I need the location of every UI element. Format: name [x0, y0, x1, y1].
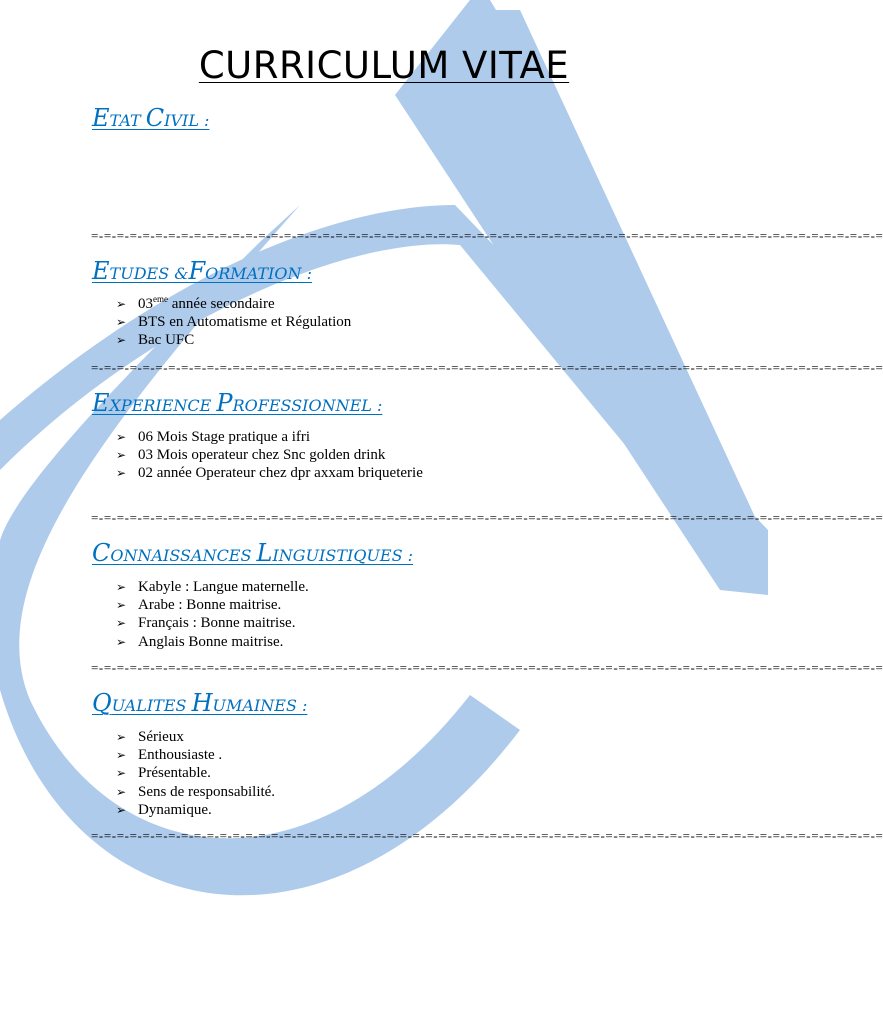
- arrow-bullet-icon: ➢: [116, 315, 127, 330]
- item-text: 02 année Operateur chez dpr axxam briqueterie: [138, 465, 423, 482]
- item-text: Enthousiaste .: [138, 747, 223, 764]
- heading-text: ROFESSIONNEL :: [232, 396, 383, 415]
- item-text: Sens de responsabilité.: [138, 783, 276, 800]
- arrow-bullet-icon: ➢: [116, 766, 127, 781]
- list-item: [116, 464, 423, 482]
- arrow-bullet-icon: ➢: [116, 430, 127, 444]
- list-item: [116, 728, 275, 746]
- arrow-bullet-icon: ➢: [116, 784, 127, 799]
- heading-langues: [92, 539, 413, 567]
- heading-text: UMAINES :: [212, 696, 308, 715]
- page-title: CURRICULUM VITAE: [198, 44, 570, 87]
- item-text: BTS en Automatisme et Régulation: [138, 314, 352, 331]
- list-item: [116, 446, 423, 464]
- heading-text: TUDES &: [109, 264, 189, 283]
- item-superscript: eme: [153, 294, 168, 304]
- list-item: [116, 614, 309, 632]
- item-text: Anglais Bonne maitrise.: [138, 633, 284, 650]
- item-text: Dynamique.: [138, 801, 212, 818]
- heading-etudes-formation: [92, 257, 312, 285]
- list-item: [116, 764, 275, 782]
- arrow-bullet-icon: ➢: [116, 466, 127, 481]
- list-item: [116, 783, 275, 801]
- arrow-bullet-icon: ➢: [116, 448, 127, 463]
- arrow-bullet-icon: ➢: [116, 598, 127, 613]
- heading-text: ORMATION :: [205, 264, 312, 283]
- item-text: Arabe : Bonne maitrise.: [138, 597, 282, 614]
- item-text: Kabyle : Langue maternelle.: [138, 579, 309, 595]
- item-text: 06 Mois Stage pratique a ifri: [138, 429, 311, 445]
- arrow-bullet-icon: ➢: [116, 616, 127, 631]
- item-text: année secondaire: [168, 296, 275, 312]
- list-item: [116, 801, 275, 819]
- heading-etat-civil: [92, 104, 209, 132]
- heading-experience: [92, 389, 382, 417]
- heading-cap: P: [216, 389, 233, 417]
- list-item: [116, 331, 351, 349]
- list-item: [116, 746, 275, 764]
- arrow-bullet-icon: ➢: [116, 580, 127, 594]
- arrow-bullet-icon: ➢: [116, 802, 127, 817]
- arrow-bullet-icon: ➢: [116, 634, 127, 649]
- arrow-bullet-icon: ➢: [116, 297, 127, 311]
- list-item: [116, 633, 309, 651]
- list-item: [116, 295, 351, 313]
- heading-cap: C: [145, 104, 165, 132]
- etudes-list: [116, 295, 351, 350]
- heading-text: IVIL :: [164, 111, 210, 130]
- list-item: [116, 428, 423, 446]
- heading-cap: C: [92, 539, 111, 567]
- arrow-bullet-icon: ➢: [116, 333, 127, 348]
- heading-text: TAT: [109, 111, 146, 130]
- qualites-list: [116, 728, 275, 819]
- heading-cap: H: [191, 689, 213, 717]
- experience-list: [116, 428, 423, 483]
- heading-qualites: [92, 689, 307, 717]
- list-item: [116, 578, 309, 596]
- heading-text: UALITES: [111, 696, 192, 715]
- heading-text: XPERIENCE: [109, 396, 217, 415]
- separator-line: =-=-=-=-=-=-=-=-=-=-=-=-=-=-=-=-=-=-=-=-=-=-=-=-=-=-=-=-=-=-=-=-=-=-=-=-=-=-=-=-=-=-=-=-=-=-=-=-=-=-=-=-=-=-=-=-=-=-=-=-=-=: [91, 510, 883, 525]
- langues-list: [116, 578, 309, 651]
- item-text: Sérieux: [138, 729, 184, 745]
- heading-text: ONNAISSANCES: [110, 546, 257, 565]
- item-text: Présentable.: [138, 765, 211, 782]
- list-item: [116, 313, 351, 331]
- separator-line: =-=-=-=-=-=-=-=-=-=-=-=-=-=-=-=-=-=-=-=-=-=-=-=-=-=-=-=-=-=-=-=-=-=-=-=-=-=-=-=-=-=-=-=-=-=-=-=-=-=-=-=-=-=-=-=-=-=-=-=-=-=: [91, 828, 883, 843]
- arrow-bullet-icon: ➢: [116, 730, 127, 744]
- separator-line: =-=-=-=-=-=-=-=-=-=-=-=-=-=-=-=-=-=-=-=-=-=-=-=-=-=-=-=-=-=-=-=-=-=-=-=-=-=-=-=-=-=-=-=-=-=-=-=-=-=-=-=-=-=-=-=-=-=-=-=-=-=: [91, 228, 883, 243]
- heading-cap: E: [92, 257, 110, 285]
- heading-cap: F: [188, 257, 206, 285]
- heading-cap: Q: [92, 689, 112, 717]
- arrow-bullet-icon: ➢: [116, 748, 127, 763]
- heading-cap: L: [256, 539, 273, 567]
- heading-cap: E: [92, 104, 110, 132]
- separator-line: =-=-=-=-=-=-=-=-=-=-=-=-=-=-=-=-=-=-=-=-=-=-=-=-=-=-=-=-=-=-=-=-=-=-=-=-=-=-=-=-=-=-=-=-=-=-=-=-=-=-=-=-=-=-=-=-=-=-=-=-=-=: [91, 360, 883, 375]
- item-text: 03: [138, 296, 153, 312]
- separator-line: =-=-=-=-=-=-=-=-=-=-=-=-=-=-=-=-=-=-=-=-=-=-=-=-=-=-=-=-=-=-=-=-=-=-=-=-=-=-=-=-=-=-=-=-=-=-=-=-=-=-=-=-=-=-=-=-=-=-=-=-=-=: [91, 660, 883, 675]
- list-item: [116, 596, 309, 614]
- item-text: Français : Bonne maitrise.: [138, 615, 296, 632]
- item-text: Bac UFC: [138, 332, 195, 349]
- heading-text: INGUISTIQUES :: [272, 546, 414, 565]
- item-text: 03 Mois operateur chez Snc golden drink: [138, 447, 386, 464]
- heading-cap: E: [92, 389, 110, 417]
